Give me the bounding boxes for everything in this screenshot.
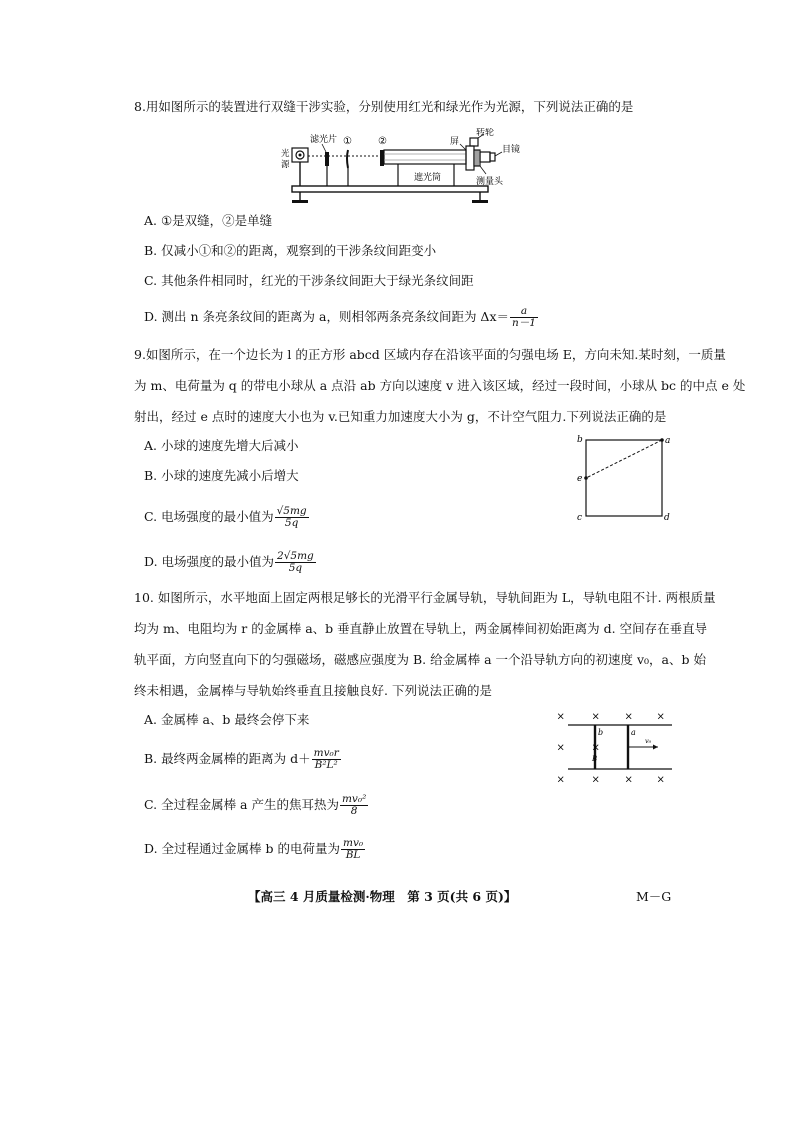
page-footer-code: M－G <box>636 889 672 904</box>
q10-option-d-numerator: mv₀ <box>342 837 364 849</box>
q10-stem-line-3: 轨平面，方向竖直向下的匀强磁场，磁感应强度为 B. 给金属棒 a 一个沿导轨方向的初速度 v₀，a、b 始 <box>134 652 706 667</box>
label-eyepiece: 目镜 <box>502 145 521 155</box>
velocity-v0-label: v₀ <box>645 737 652 745</box>
q9-option-c-text: C. 电场强度的最小值为 <box>144 509 274 524</box>
q10-option-b-fraction <box>312 748 341 771</box>
label-screen: 屏 <box>450 137 460 147</box>
q10-option-c-text: C. 全过程金属棒 a 产生的焦耳热为 <box>144 797 339 812</box>
field-cross-0: × <box>556 711 565 723</box>
rod-a-label: a <box>631 728 636 737</box>
q8-stem: 8.用如图所示的装置进行双缝干涉实验，分别使用红光和绿光作为光源，下列说法正确的是 <box>134 99 634 114</box>
q10-option-c-denominator: 8 <box>350 805 358 817</box>
field-cross-3: × <box>656 711 665 723</box>
q9-option-c <box>144 506 309 529</box>
point-b-label: b <box>577 435 583 445</box>
q9-option-c-denominator: 5q <box>284 517 299 529</box>
q10-option-b-text: B. 最终两金属棒的距离为 d＋ <box>144 751 311 766</box>
field-cross-9: × <box>656 774 665 786</box>
label-wheel: 转轮 <box>476 128 495 138</box>
q9-option-d-numerator: 2√5mg <box>277 550 314 562</box>
q10-stem-line-1: 10. 如图所示，水平地面上固定两根足够长的光滑平行金属导轨，导轨间距为 L，导轨电阻不计. 两根质量 <box>134 590 716 605</box>
q10-option-c <box>144 794 368 817</box>
square-field-figure <box>572 432 672 524</box>
q10-option-b <box>144 748 341 771</box>
label-light-source-1: 光 <box>281 149 290 159</box>
q9-stem-line-3: 射出，经过 e 点时的速度大小也为 v.已知重力加速度大小为 g，不计空气阻力.下列说法正确的是 <box>134 409 667 424</box>
q10-option-d-text: D. 全过程通过金属棒 b 的电荷量为 <box>144 841 340 856</box>
q10-option-c-fraction <box>340 794 368 817</box>
q8-option-d-denominator: n－1 <box>512 317 536 329</box>
field-cross-2: × <box>624 711 633 723</box>
field-cross-6: × <box>556 774 565 786</box>
q9-option-d-denominator: 5q <box>288 562 303 574</box>
field-cross-1: × <box>591 711 600 723</box>
q10-stem-line-2: 均为 m、电阻均为 r 的金属棒 a、b 垂直静止放置在导轨上，两金属棒间初始距离为 d. 空间存在垂直导 <box>134 621 708 636</box>
field-cross-5: × <box>591 742 600 754</box>
q9-option-d-text: D. 电场强度的最小值为 <box>144 554 275 569</box>
field-b-label: B <box>592 755 598 763</box>
point-d-label: d <box>664 513 670 523</box>
q10-option-b-denominator: B²L² <box>314 759 338 771</box>
q10-option-c-numerator: mv₀² <box>341 793 367 805</box>
field-cross-8: × <box>624 774 633 786</box>
page-footer-title: 【高三 4 月质量检测·物理 第 3 页(共 6 页)】 <box>248 889 517 904</box>
q8-option-d <box>144 306 538 329</box>
label-light-source-2: 源 <box>281 160 290 170</box>
field-cross-4: × <box>556 742 565 754</box>
q9-option-d-fraction <box>275 551 316 574</box>
label-filter: 滤光片 <box>310 135 338 145</box>
q8-option-b: B. 仅减小①和②的距离，观察到的干涉条纹间距变小 <box>144 243 437 258</box>
q9-option-d <box>144 551 316 574</box>
q9-option-b: B. 小球的速度先减小后增大 <box>144 468 299 483</box>
q8-option-d-numerator: a <box>510 306 538 318</box>
q9-option-a: A. 小球的速度先增大后减小 <box>144 438 299 453</box>
q8-option-a: A. ①是双缝，②是单缝 <box>144 213 273 228</box>
label-head: 测量头 <box>476 177 504 187</box>
rod-b-label: b <box>598 728 604 737</box>
q10-option-d <box>144 838 365 861</box>
double-slit-apparatus-figure <box>280 128 530 216</box>
q9-option-c-fraction <box>275 506 309 529</box>
q8-option-d-text: D. 测出 n 条亮条纹间的距离为 a，则相邻两条亮条纹间距为 Δx＝ <box>144 309 509 324</box>
rails-magnetic-field-figure <box>550 706 675 788</box>
q10-stem-line-4: 终未相遇，金属棒与导轨始终垂直且接触良好. 下列说法正确的是 <box>134 683 492 698</box>
q10-option-d-denominator: BL <box>345 849 361 861</box>
q9-option-c-numerator: √5mg <box>276 505 307 517</box>
q10-option-d-fraction <box>341 838 365 861</box>
label-circle-1: ① <box>343 136 352 147</box>
point-e-label: e <box>577 474 583 484</box>
q8-option-c: C. 其他条件相同时，红光的干涉条纹间距大于绿光条纹间距 <box>144 273 474 288</box>
field-cross-7: × <box>591 774 600 786</box>
q8-option-d-fraction <box>510 306 538 329</box>
q10-option-b-numerator: mv₀r <box>313 747 339 759</box>
label-circle-2: ② <box>378 136 387 147</box>
q9-stem-line-1: 9.如图所示，在一个边长为 l 的正方形 abcd 区域内存在沿该平面的匀强电场 E，方向未知.某时刻，一质量 <box>134 347 726 362</box>
label-tube: 遮光筒 <box>414 173 442 183</box>
point-a-label: a <box>665 436 671 446</box>
q9-stem-line-2: 为 m、电荷量为 q 的带电小球从 a 点沿 ab 方向以速度 v 进入该区域，经过一段时间，小球从 bc 的中点 e 处 <box>134 378 746 393</box>
q10-option-a: A. 金属棒 a、b 最终会停下来 <box>144 712 310 727</box>
point-c-label: c <box>577 513 583 523</box>
